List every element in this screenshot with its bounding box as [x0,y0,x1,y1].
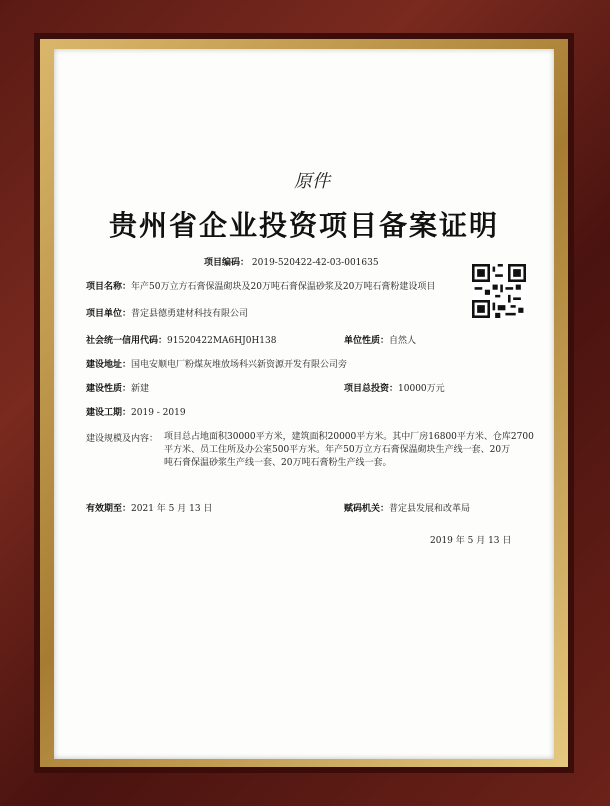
page-title: 贵州省企业投资项目备案证明 [108,209,499,242]
scale-label: 建设规模及内容： [86,434,159,444]
unit-nature-value: 自然人 [389,336,417,346]
unit-label: 项目单位： [86,309,132,319]
certificate-paper [54,49,554,759]
validity-label: 有效期至： [86,504,132,514]
period-row [86,405,186,418]
project-name-value: 年产50万立方石膏保温砌块及20万吨石膏保温砂浆及20万吨石膏粉建设项目 [131,282,436,292]
credit-code-label: 社会统一信用代码： [86,336,168,346]
project-name-row [86,279,435,292]
nature-row [86,381,149,394]
validity-row [86,501,212,514]
investment-value: 10000万元 [398,384,445,394]
nature-value: 新建 [131,384,150,394]
period-label: 建设工期： [86,408,132,418]
scale-line-2: 平方米、员工住所及办公室500平方米。年产50万立方石膏保温砌块生产线一套、20万 [164,445,511,455]
scale-content [164,431,554,470]
issue-date: 2019 年 5 月 13 日 [430,536,512,546]
investment-label: 项目总投资： [344,384,399,394]
project-code-value: 2019-520422-42-03-001635 [251,258,379,268]
credit-code-value: 91520422MA6HJ0H138 [167,336,277,346]
scale-line-3: 吨石膏保温砂浆生产线一套、20万吨石膏粉生产线一套。 [164,458,392,468]
investment-row [344,381,445,394]
project-code-label: 项目编码： [204,258,250,268]
unit-value: 普定县德勇建材科技有限公司 [131,309,249,319]
scale-line-1: 项目总占地面积30000平方米，建筑面积20000平方米。其中厂房16800平方米、仓库2700 [164,432,534,442]
project-name-label: 项目名称： [86,282,132,292]
issuer-row [344,501,470,514]
location-value: 国电安顺电厂粉煤灰堆放场科兴新资源开发有限公司旁 [131,360,348,370]
validity-value: 2021 年 5 月 13 日 [131,504,213,514]
qr-code-icon [472,264,526,318]
unit-nature-row [344,333,416,346]
unit-row [86,306,248,319]
period-value: 2019 - 2019 [131,408,186,418]
credit-code-row [86,333,276,346]
location-label: 建设地址： [86,360,132,370]
nature-label: 建设性质： [86,384,132,394]
location-row [86,357,347,370]
project-code-row [204,255,379,268]
issuer-label: 赋码机关： [344,504,390,514]
signature: 原件 [294,171,330,192]
unit-nature-label: 单位性质： [344,336,390,346]
issuer-value: 普定县发展和改革局 [389,504,471,514]
